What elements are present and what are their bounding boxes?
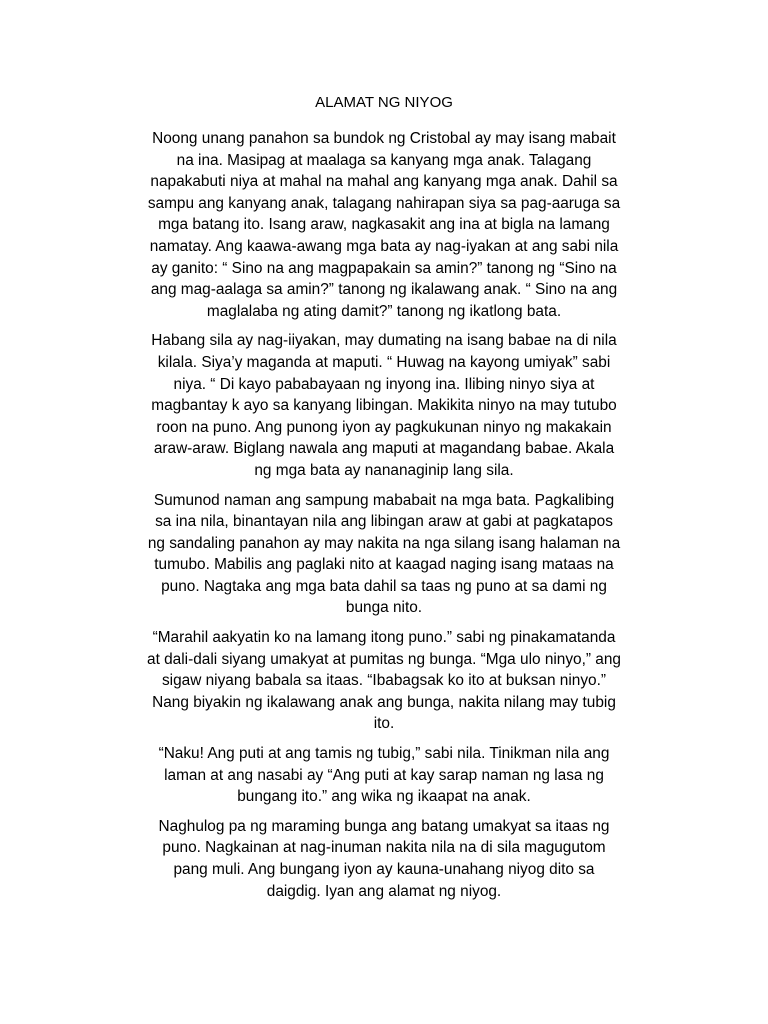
paragraph-3: Sumunod naman ang sampung mababait na mga bata. Pagkalibing sa ina nila, binantayan nila ang libingan araw at gabi at pagkatapos ng sandaling panahon ay may nakita na nga silang isang halaman na tumubo. Mabilis ang paglaki nito at kaagad naging isang mataas na puno. Nagtaka ang mga bata dahil sa taas ng puno at sa dami ng bunga nito.	[147, 491, 621, 617]
paragraph-4: “Marahil aakyatin ko na lamang itong puno.” sabi ng pinakamatanda at dali-dali siyang umakyat at pumitas ng bunga. “Mga ulo ninyo,” ang sigaw niyang babala sa itaas. “Ibabagsak ko ito at buksan ninyo.” Nang biyakin ng ikalawang anak ang bunga, nakita nilang may tubig ito.	[147, 629, 621, 733]
paragraph-5: “Naku! Ang puti at ang tamis ng tubig,” sabi nila. Tinikman nila ang laman at ang nasabi ay “Ang puti at kay sarap naman ng lasa ng bungang ito.” ang wika ng ikaapat na anak.	[158, 745, 610, 806]
document-title: ALAMAT NG NIYOG	[315, 94, 453, 111]
paragraph-6: Naghulog pa ng maraming bunga ang batang umakyat sa itaas ng puno. Nagkainan at nag-inuman nakita nila na di sila magugutom pang muli. Ang bungang iyon ay kauna-unahang niyog dito sa daigdig. Iyan ang alamat ng niyog.	[158, 817, 610, 900]
paragraph-1: Noong unang panahon sa bundok ng Cristobal ay may isang mabait na ina. Masipag at maalaga sa kanyang mga anak. Talagang napakabuti niya at mahal na mahal ang kanyang mga anak. Dahil sa sampu ang kanyang anak, talagang nahirapan siya sa pag-aaruga sa mga batang ito. Isang araw, nagkasakit ang ina at bigla na lamang namatay. Ang kaawa-awang mga bata ay nag-iyakan at ang sabi nila ay ganito: “ Sino na ang magpapakain sa amin?” tanong ng “Sino na ang mag-aalaga sa amin?” tanong ng ikalawang anak. “ Sino na ang maglalaba ng ating damit?” tanong ng ikatlong bata.	[147, 130, 621, 320]
document-body	[112, 128, 656, 910]
paragraph-2: Habang sila ay nag-iiyakan, may dumating na isang babae na di nila kilala. Siya’y maganda at maputi. “ Huwag na kayong umiyak” sabi niya. “ Di kayo pababayaan ng inyong ina. Ilibing ninyo siya at magbantay k ayo sa kanyang libingan. Makikita ninyo na may tutubo roon na puno. Ang punong iyon ay pagkukunan ninyo ng makakain araw-araw. Biglang nawala ang maputi at magandang babae. Akala ng mga bata ay nananaginip lang sila.	[151, 332, 617, 479]
